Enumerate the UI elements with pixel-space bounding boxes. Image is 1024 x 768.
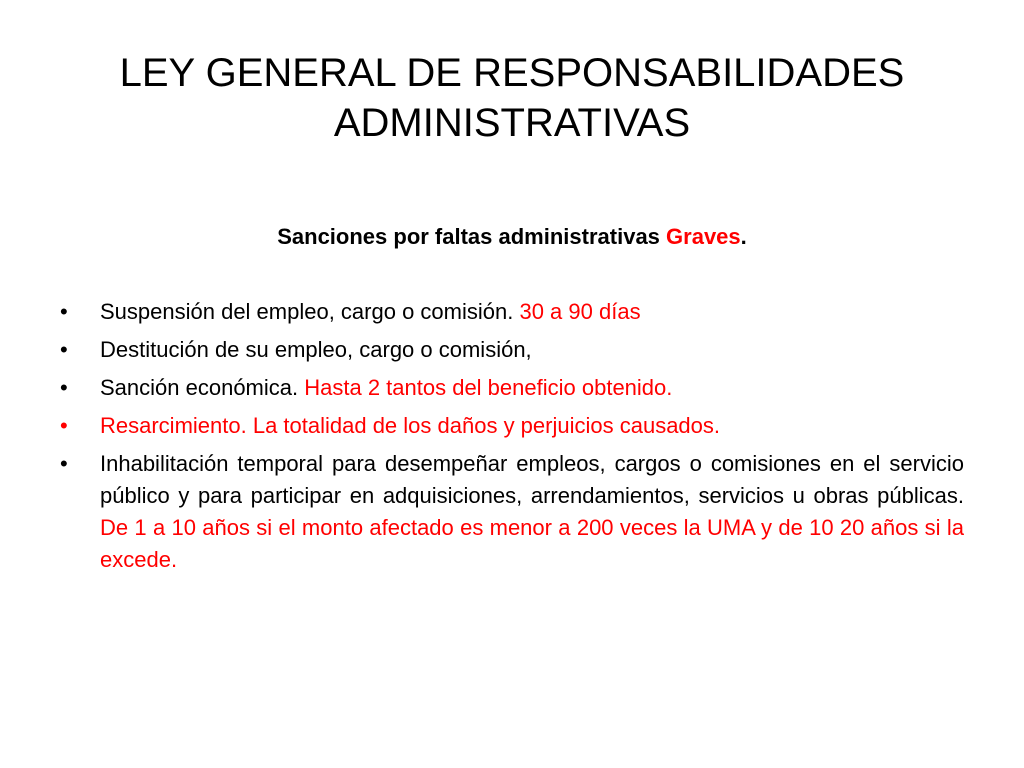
slide-title	[60, 48, 964, 148]
item-highlight: Resarcimiento. La totalidad de los daños y perjuicios causados.	[100, 413, 721, 438]
list-item	[60, 448, 964, 576]
item-text: Destitución de su empleo, cargo o comisión,	[100, 337, 532, 362]
slide-title-line-1: LEY GENERAL DE RESPONSABILIDADES	[119, 51, 905, 95]
item-text: Inhabilitación temporal para desempeñar empleos, cargos o comisiones en el servicio público y para participar en adquisiciones, arrendamientos, servicios u obras públicas.	[100, 451, 964, 508]
bullet-icon: •	[60, 299, 68, 324]
item-highlight: 30 a 90 días	[519, 299, 641, 324]
bullet-icon: •	[60, 337, 68, 362]
bullet-icon: •	[60, 451, 68, 476]
item-highlight: De 1 a 10 años si el monto afectado es menor a 200 veces la UMA y de 10 20 años si la excede.	[100, 515, 964, 572]
item-highlight: Hasta 2 tantos del beneficio obtenido.	[304, 375, 673, 400]
subtitle-highlight: Graves	[666, 224, 741, 249]
slide-title-line-2: ADMINISTRATIVAS	[333, 101, 691, 145]
bullet-icon: •	[60, 375, 68, 400]
subtitle-text: Sanciones por faltas administrativas	[277, 224, 667, 249]
bullet-icon: •	[60, 413, 68, 438]
list-item	[60, 296, 964, 327]
sanctions-list	[60, 296, 964, 583]
item-text: Sanción económica.	[100, 375, 305, 400]
list-item	[60, 410, 964, 441]
subtitle-period: .	[740, 224, 747, 249]
section-subtitle	[60, 222, 964, 252]
item-text: Suspensión del empleo, cargo o comisión.	[100, 299, 520, 324]
list-item	[60, 372, 964, 403]
list-item	[60, 334, 964, 365]
